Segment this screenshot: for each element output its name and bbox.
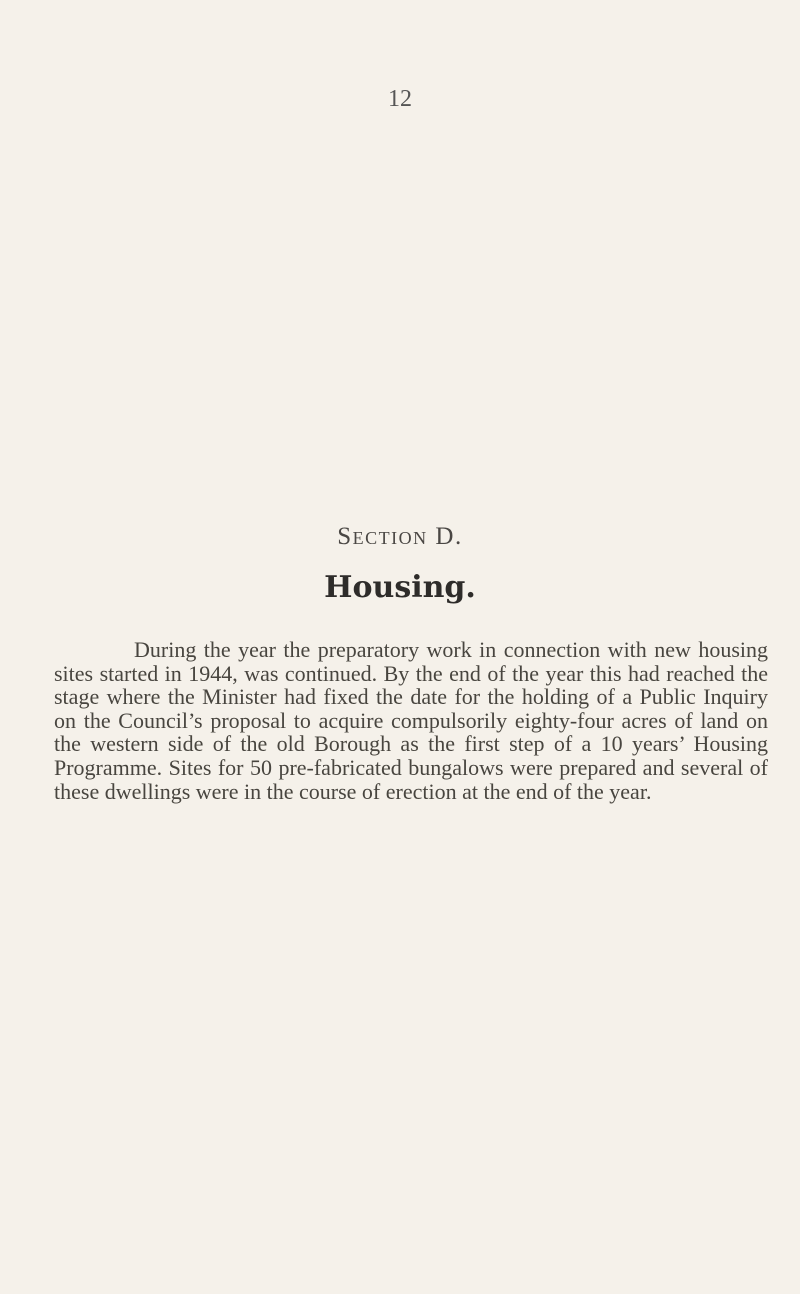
body-paragraph: During the year the preparatory work in connection with new housing sites started in 1944, was continued. By the end of the year this had reached the stage where the Minister had fixed the date for the holding of a Public Inquiry on the Council’s proposal to acquire compulsorily eighty-four acres of land on the western side of the old Borough as the first step of a 10 years’ Housing Programme. Sites for 50 pre-fabricated bungalows were prepared and several of these dwellings were in the course of erection at the end of the year. [54,637,768,804]
section-heading: Section D. [337,523,463,550]
page-number: 12 [388,86,412,112]
page-title: Housing. [324,570,476,605]
